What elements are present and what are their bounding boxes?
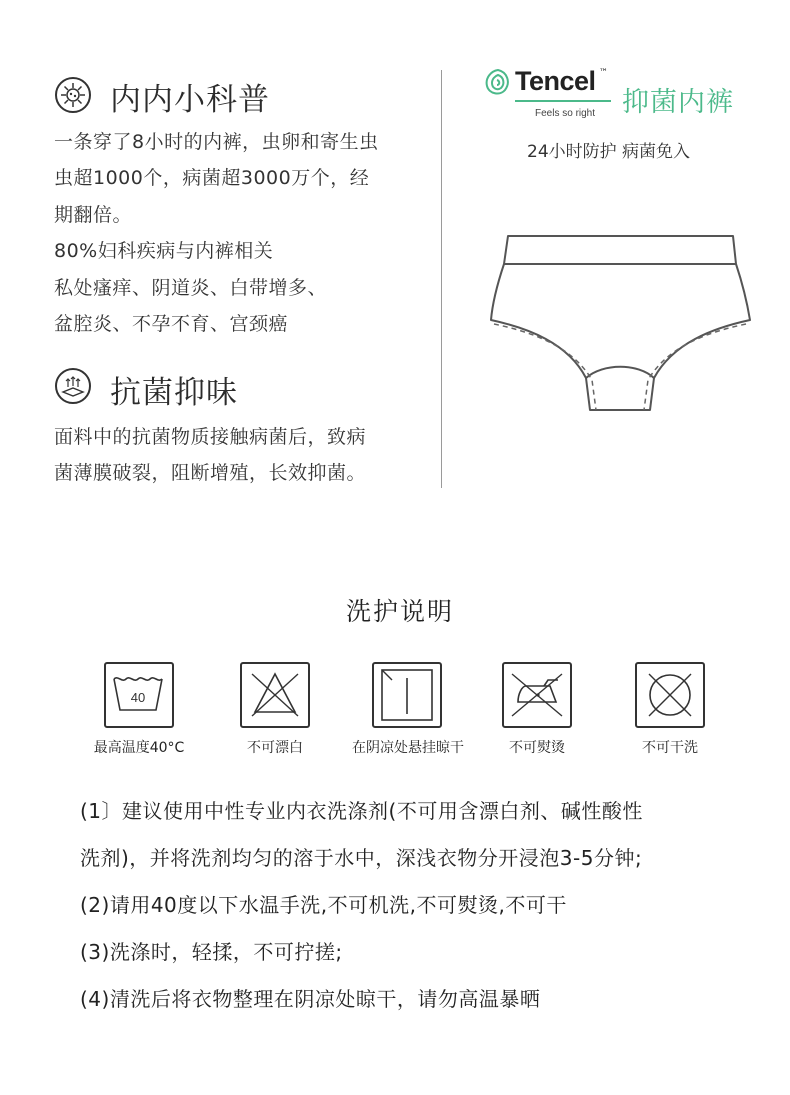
science-title: 内内小科普 bbox=[110, 82, 270, 118]
care-label: 不可熨烫 bbox=[509, 740, 565, 756]
tencel-logo bbox=[483, 68, 618, 124]
antibacterial-line: 面料中的抗菌物质接触病菌后，致病 bbox=[54, 426, 367, 448]
care-label: 不可漂白 bbox=[247, 740, 303, 756]
underwear-illustration bbox=[488, 228, 758, 418]
wash-title: 洗护说明 bbox=[346, 597, 455, 626]
tencel-leaf-icon bbox=[483, 68, 513, 98]
science-line: 80%妇科疾病与内裤相关 bbox=[54, 240, 274, 262]
tub-temperature: 40 bbox=[130, 690, 146, 705]
protection-subtitle: 24小时防护 病菌免入 bbox=[527, 142, 691, 162]
wash-note: (3)洗涤时，轻揉，不可拧搓; bbox=[80, 940, 343, 964]
science-line: 私处瘙痒、阴道炎、白带增多、 bbox=[54, 277, 328, 299]
hand-wash-40-icon bbox=[104, 662, 174, 728]
wash-note: (2)请用40度以下水温手洗,不可机洗,不可熨烫,不可干 bbox=[80, 893, 567, 917]
science-line: 盆腔炎、不孕不育、宫颈癌 bbox=[54, 313, 289, 335]
care-label: 最高温度40°C bbox=[93, 740, 185, 756]
virus-icon bbox=[55, 77, 91, 113]
tencel-tagline: Feels so right bbox=[535, 108, 596, 119]
no-bleach-icon bbox=[240, 662, 310, 728]
wash-note: 洗剂)，并将洗剂均匀的溶于水中，深浅衣物分开浸泡3-5分钟; bbox=[80, 846, 643, 870]
line-dry-shade-icon bbox=[372, 662, 442, 728]
antibacterial-title: 抗菌抑味 bbox=[110, 375, 238, 411]
science-line: 虫超1000个，病菌超3000万个，经 bbox=[54, 167, 370, 189]
logo-underline bbox=[515, 100, 611, 102]
science-line: 一条穿了8小时的内裤，虫卵和寄生虫 bbox=[54, 131, 379, 153]
no-iron-icon bbox=[502, 662, 572, 728]
fabric-shield-icon bbox=[55, 368, 91, 404]
antibacterial-line: 菌薄膜破裂，阻断增殖，长效抑菌。 bbox=[54, 462, 367, 484]
care-label: 不可干洗 bbox=[642, 740, 698, 756]
tencel-wordmark: Tencel bbox=[515, 66, 596, 96]
wash-note: (4)清洗后将衣物整理在阴凉处晾干，请勿高温暴晒 bbox=[80, 987, 541, 1011]
science-line: 期翻倍。 bbox=[54, 204, 133, 226]
trademark-mark: ™ bbox=[599, 68, 608, 78]
care-label: 在阴凉处悬挂晾干 bbox=[352, 740, 464, 756]
column-divider bbox=[441, 70, 442, 488]
product-name: 抑菌内裤 bbox=[622, 87, 734, 118]
wash-note: (1〕建议使用中性专业内衣洗涤剂(不可用含漂白剂、碱性酸性 bbox=[80, 799, 643, 823]
no-dry-clean-icon bbox=[635, 662, 705, 728]
